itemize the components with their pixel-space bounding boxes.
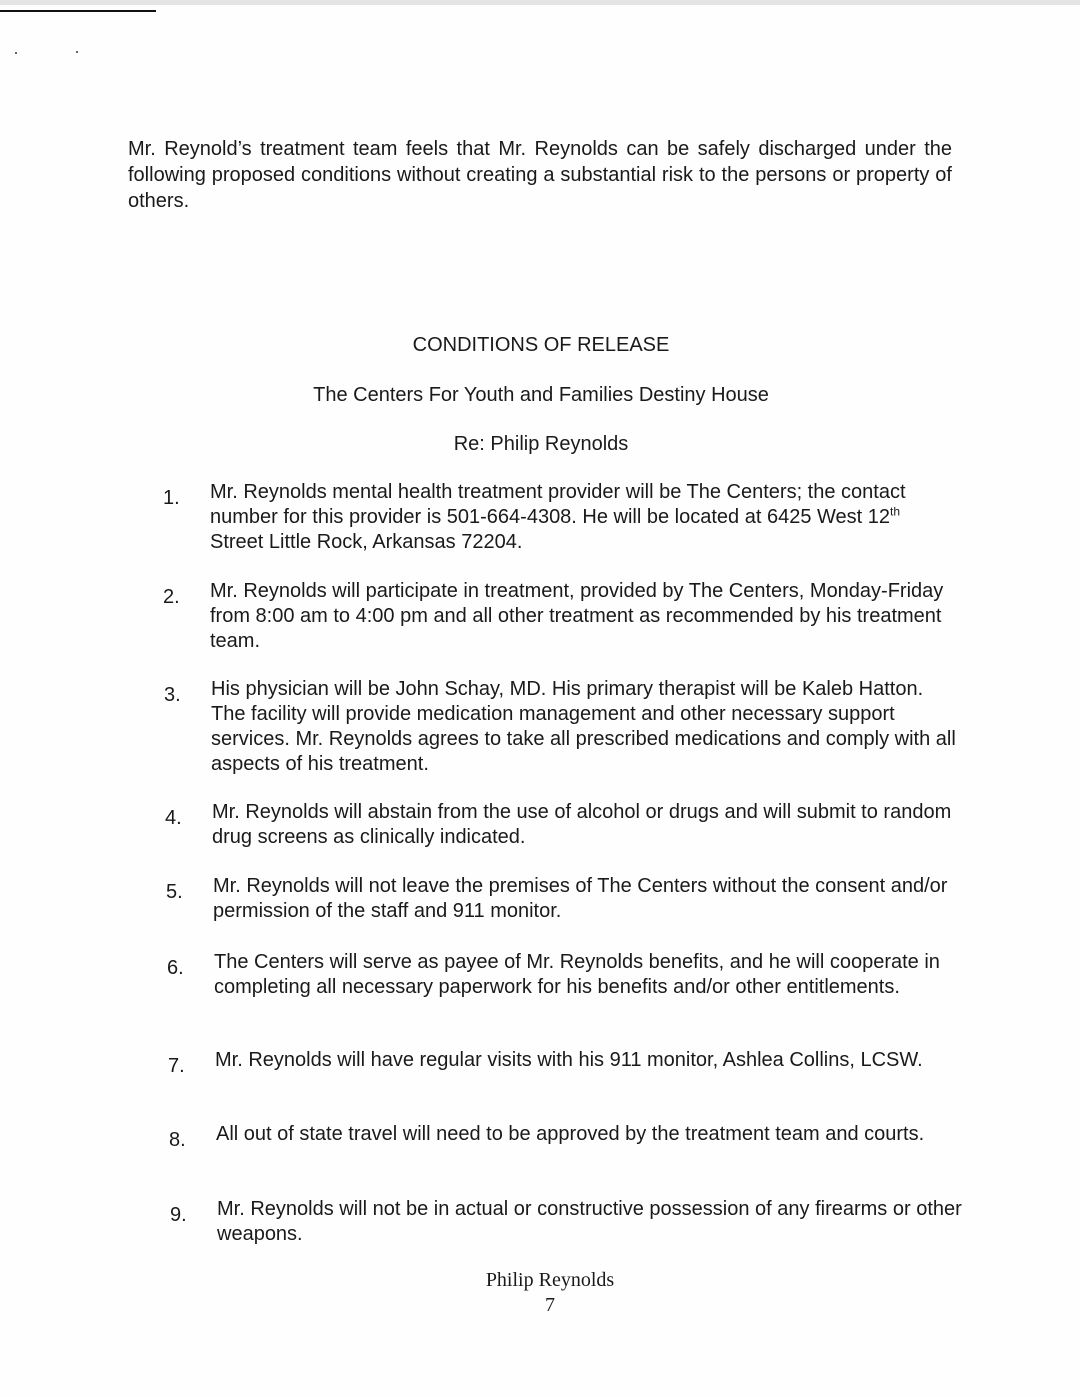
item-text: Mr. Reynolds will not leave the premises of The Centers without the consent and/or permission of the staff and 911 monitor. <box>213 875 948 922</box>
scan-edge <box>0 0 1080 5</box>
item-number: 9. <box>170 1204 187 1226</box>
item-text: His physician will be John Schay, MD. His primary therapist will be Kaleb Hatton. The facility will provide medication management and other necessary support services. Mr. Reynolds agrees to take all prescribed medications and comply with all aspects of his treatment. <box>211 678 956 775</box>
item-number: 5. <box>166 881 183 903</box>
item-text: Mr. Reynolds will have regular visits with his 911 monitor, Ashlea Collins, LCSW. <box>215 1049 923 1071</box>
header-rule <box>0 10 156 12</box>
item-number: 4. <box>165 807 182 829</box>
item-number: 6. <box>167 957 184 979</box>
superscript: th <box>890 504 901 519</box>
scan-speck <box>15 52 17 54</box>
section-heading: CONDITIONS OF RELEASE <box>412 334 670 356</box>
page-number: 7 <box>545 1294 555 1316</box>
item-text: All out of state travel will need to be approved by the treatment team and courts. <box>216 1123 925 1145</box>
item-text-part: Street Little Rock, Arkansas 72204. <box>210 531 523 553</box>
item-text: Mr. Reynolds will not be in actual or constructive possession of any firearms or other weapons. <box>217 1198 962 1245</box>
re-line: Re: Philip Reynolds <box>453 433 629 455</box>
facility-name: The Centers For Youth and Families Destiny House <box>313 384 769 406</box>
item-text: Mr. Reynolds will abstain from the use of alcohol or drugs and will submit to random drug screens as clinically indicated. <box>212 801 952 848</box>
item-number: 1. <box>163 487 180 509</box>
intro-paragraph: Mr. Reynold’s treatment team feels that Mr. Reynolds can be safely discharged under the following proposed conditions without creating a substantial risk to the persons or property of others. <box>128 138 952 212</box>
item-number: 7. <box>168 1055 185 1077</box>
scan-speck <box>76 51 78 53</box>
item-number: 8. <box>169 1129 186 1151</box>
item-text <box>210 480 955 555</box>
item-text: Mr. Reynolds will participate in treatment, provided by The Centers, Monday-Friday from 8:00 am to 4:00 pm and all other treatment as recommended by his treatment team. <box>210 580 944 652</box>
item-number: 2. <box>163 586 180 608</box>
footer-name: Philip Reynolds <box>485 1269 615 1291</box>
item-text: The Centers will serve as payee of Mr. Reynolds benefits, and he will cooperate in completing all necessary paperwork for his benefits and/or other entitlements. <box>214 951 940 998</box>
item-text-part: Mr. Reynolds mental health treatment provider will be The Centers; the contact number for this provider is 501-664-4308. He will be located at 6425 West 12 <box>210 481 906 528</box>
item-number: 3. <box>164 684 181 706</box>
